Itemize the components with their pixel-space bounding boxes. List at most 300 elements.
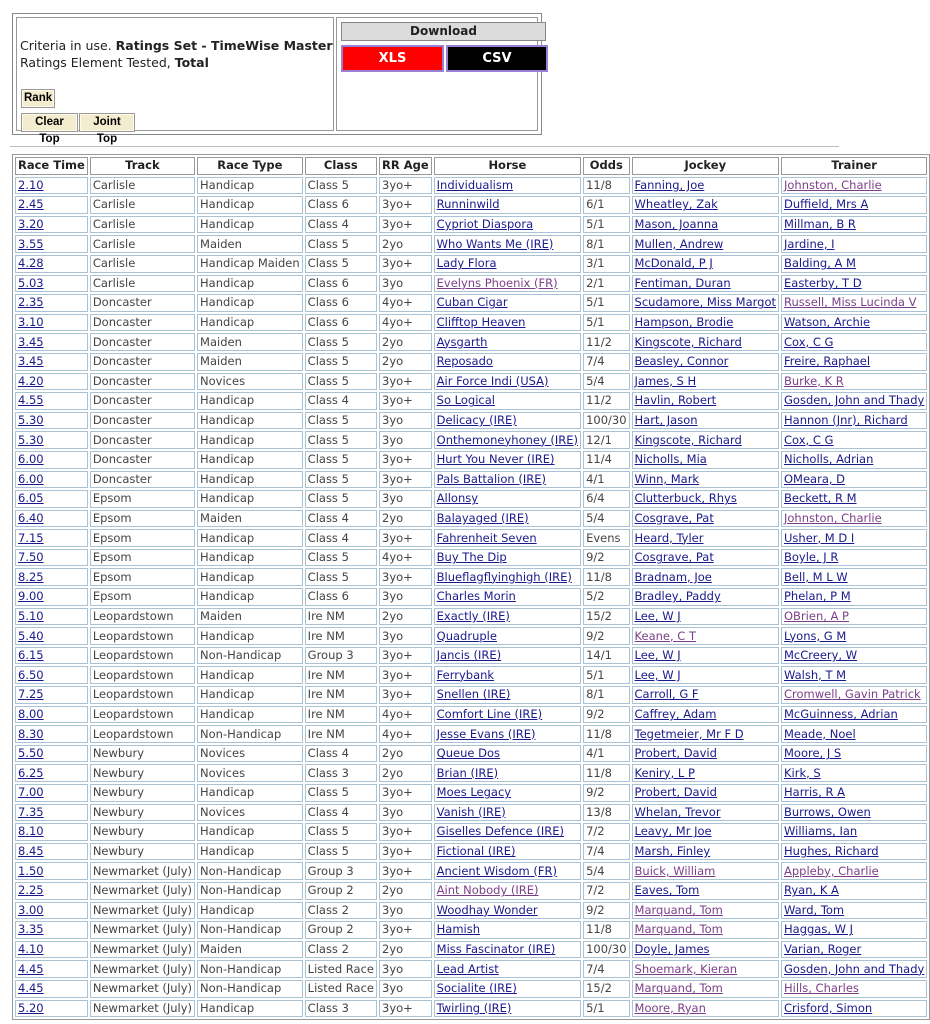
trainer-link[interactable]: Usher, M D I (784, 530, 855, 545)
table-row (15, 471, 927, 489)
column-header-trainer[interactable]: Trainer (781, 157, 927, 175)
cell-jockey (632, 333, 779, 351)
column-header-jockey[interactable]: Jockey (632, 157, 779, 175)
column-header-horse[interactable]: Horse (434, 157, 581, 175)
race-time-link[interactable]: 8.00 (18, 706, 44, 721)
horse-link[interactable]: Air Force Indi (USA) (436, 373, 549, 388)
cell-race-type: Non-Handicap (197, 647, 303, 665)
trainer-link[interactable]: Johnston, Charlie (784, 177, 882, 192)
trainer-link[interactable]: Crisford, Simon (784, 1000, 873, 1015)
horse-link[interactable]: Jancis (IRE) (436, 648, 502, 663)
trainer-link[interactable]: OBrien, A P (784, 608, 849, 623)
cell-race-type: Handicap (197, 451, 303, 469)
race-time-link[interactable]: 5.30 (18, 432, 44, 447)
cell-race-type: Handicap (197, 843, 303, 861)
horse-link[interactable]: Evelyns Phoenix (FR) (436, 275, 558, 290)
cell-class: Class 5 (305, 451, 377, 469)
cell-track: Doncaster (90, 294, 195, 312)
cell-horse (434, 921, 581, 939)
jockey-link[interactable]: Marsh, Finley (634, 844, 711, 859)
cell-track: Carlisle (90, 196, 195, 214)
horse-link[interactable]: Individualism (436, 177, 514, 192)
cell-trainer (781, 431, 927, 449)
horse-link[interactable]: Pals Battalion (IRE) (436, 471, 546, 486)
trainer-link[interactable]: Jardine, I (784, 236, 835, 251)
trainer-link[interactable]: Varian, Roger (784, 942, 862, 957)
trainer-link[interactable]: Freire, Raphael (784, 354, 871, 369)
cell-trainer (781, 490, 927, 508)
table-row (15, 412, 927, 430)
cell-jockey (632, 568, 779, 586)
race-time-link[interactable]: 2.25 (18, 883, 44, 898)
cell-race-time (15, 686, 88, 704)
cell-trainer (781, 764, 927, 782)
race-time-link[interactable]: 4.10 (18, 942, 44, 957)
trainer-link[interactable]: Balding, A M (784, 256, 856, 271)
cell-class: Ire NM (305, 627, 377, 645)
race-time-link[interactable]: 7.35 (18, 804, 44, 819)
trainer-link[interactable]: Millman, B R (784, 217, 856, 232)
trainer-link[interactable]: Johnston, Charlie (784, 510, 882, 525)
table-row (15, 568, 927, 586)
race-time-link[interactable]: 6.00 (18, 452, 44, 467)
horse-link[interactable]: Lady Flora (436, 256, 497, 271)
horse-link[interactable]: Socialite (IRE) (436, 981, 517, 996)
horse-link[interactable]: Runninwild (436, 197, 500, 212)
cell-odds: 7/2 (583, 882, 629, 900)
horse-link[interactable]: Allonsy (436, 491, 479, 506)
race-time-link[interactable]: 6.00 (18, 471, 44, 486)
column-header-track[interactable]: Track (90, 157, 195, 175)
trainer-link[interactable]: McCreery, W (784, 648, 858, 663)
cell-race-type: Handicap (197, 431, 303, 449)
trainer-link[interactable]: Lyons, G M (784, 628, 847, 643)
race-time-link[interactable]: 7.25 (18, 687, 44, 702)
table-row (15, 333, 927, 351)
jockey-link[interactable]: Mason, Joanna (634, 217, 719, 232)
race-time-link[interactable]: 4.45 (18, 981, 44, 996)
cell-rr-age: 2yo (379, 353, 432, 371)
cell-rr-age: 4yo+ (379, 314, 432, 332)
horse-link[interactable]: So Logical (436, 393, 495, 408)
cell-race-time (15, 1000, 88, 1018)
race-time-link[interactable]: 8.45 (18, 844, 44, 859)
cell-horse (434, 647, 581, 665)
race-time-link[interactable]: 7.00 (18, 785, 44, 800)
column-header-class[interactable]: Class (305, 157, 377, 175)
cell-race-time (15, 627, 88, 645)
race-time-link[interactable]: 2.45 (18, 197, 44, 212)
cell-rr-age: 3yo (379, 980, 432, 998)
cell-jockey (632, 275, 779, 293)
table-row (15, 745, 927, 763)
race-time-link[interactable]: 3.55 (18, 236, 44, 251)
jockey-link[interactable]: James, S H (634, 373, 697, 388)
trainer-link[interactable]: Nicholls, Adrian (784, 452, 874, 467)
cell-class: Class 5 (305, 490, 377, 508)
trainer-link[interactable]: Harris, R A (784, 785, 845, 800)
trainer-link[interactable]: Walsh, T M (784, 667, 847, 682)
download-box (336, 17, 538, 131)
race-time-link[interactable]: 6.15 (18, 648, 44, 663)
column-header-odds[interactable]: Odds (583, 157, 629, 175)
table-row (15, 177, 927, 195)
trainer-link[interactable]: Ryan, K A (784, 883, 839, 898)
cell-race-time (15, 823, 88, 841)
jockey-link[interactable]: McDonald, P J (634, 256, 713, 271)
cell-trainer (781, 804, 927, 822)
jockey-link[interactable]: Tegetmeier, Mr F D (634, 726, 744, 741)
cell-trainer (781, 843, 927, 861)
horse-link[interactable]: Woodhay Wonder (436, 902, 538, 917)
cell-track: Epsom (90, 490, 195, 508)
jockey-link[interactable]: Cosgrave, Pat (634, 510, 714, 525)
jockey-link[interactable]: Marquand, Tom (634, 902, 723, 917)
jockey-link[interactable]: Keane, C T (634, 628, 697, 643)
race-time-link[interactable]: 3.00 (18, 902, 44, 917)
cell-trainer (781, 196, 927, 214)
horse-link[interactable]: Fahrenheit Seven (436, 530, 537, 545)
horse-link[interactable]: Aint Nobody (IRE) (436, 883, 539, 898)
cell-race-type: Handicap (197, 1000, 303, 1018)
horse-link[interactable]: Vanish (IRE) (436, 804, 506, 819)
xls-download-button[interactable]: XLS (341, 45, 444, 72)
jockey-link[interactable]: Mullen, Andrew (634, 236, 724, 251)
table-row (15, 588, 927, 606)
column-header-race-time[interactable]: Race Time (15, 157, 88, 175)
race-time-link[interactable]: 6.50 (18, 667, 44, 682)
horse-link[interactable]: Cuban Cigar (436, 295, 508, 310)
cell-horse (434, 745, 581, 763)
cell-jockey (632, 706, 779, 724)
table-row (15, 862, 927, 880)
race-time-link[interactable]: 5.30 (18, 413, 44, 428)
race-time-link[interactable]: 7.15 (18, 530, 44, 545)
trainer-link[interactable]: Bell, M L W (784, 569, 848, 584)
trainer-link[interactable]: McGuinness, Adrian (784, 706, 898, 721)
trainer-link[interactable]: Duffield, Mrs A (784, 197, 869, 212)
jockey-link[interactable]: Keniry, L P (634, 765, 695, 780)
horse-link[interactable]: Ferrybank (436, 667, 495, 682)
table-row (15, 764, 927, 782)
horse-link[interactable]: Blueflagflyinghigh (IRE) (436, 569, 572, 584)
race-time-link[interactable]: 4.20 (18, 373, 44, 388)
column-header-race-type[interactable]: Race Type (197, 157, 303, 175)
horse-link[interactable]: Hamish (436, 922, 481, 937)
table-row (15, 373, 927, 391)
jockey-link[interactable]: Bradley, Paddy (634, 589, 721, 604)
cell-trainer (781, 1000, 927, 1018)
jockey-link[interactable]: Wheatley, Zak (634, 197, 718, 212)
horse-link[interactable]: Comfort Line (IRE) (436, 706, 543, 721)
trainer-link[interactable]: Watson, Archie (784, 315, 871, 330)
jockey-link[interactable]: Whelan, Trevor (634, 804, 721, 819)
cell-horse (434, 549, 581, 567)
horse-link[interactable]: Jesse Evans (IRE) (436, 726, 536, 741)
jockey-link[interactable]: Nicholls, Mia (634, 452, 707, 467)
trainer-link[interactable]: Cromwell, Gavin Patrick (784, 687, 921, 702)
cell-track: Doncaster (90, 412, 195, 430)
horse-link[interactable]: Brian (IRE) (436, 765, 499, 780)
table-row (15, 451, 927, 469)
jockey-link[interactable]: Kingscote, Richard (634, 334, 742, 349)
cell-rr-age: 3yo+ (379, 647, 432, 665)
jockey-link[interactable]: Fanning, Joe (634, 177, 705, 192)
race-time-link[interactable]: 5.10 (18, 608, 44, 623)
cell-class: Class 4 (305, 745, 377, 763)
race-time-link[interactable]: 2.35 (18, 295, 44, 310)
jockey-link[interactable]: Beasley, Connor (634, 354, 729, 369)
cell-trainer (781, 921, 927, 939)
horse-link[interactable]: Charles Morin (436, 589, 516, 604)
trainer-link[interactable]: Burrows, Owen (784, 804, 871, 819)
cell-odds: 7/2 (583, 823, 629, 841)
trainer-link[interactable]: Gosden, John and Thady (784, 961, 925, 976)
horse-link[interactable]: Exactly (IRE) (436, 608, 510, 623)
jockey-link[interactable]: Bradnam, Joe (634, 569, 712, 584)
trainer-link[interactable]: Haggas, W J (784, 922, 854, 937)
cell-class: Group 2 (305, 921, 377, 939)
cell-trainer (781, 529, 927, 547)
trainer-link[interactable]: Gosden, John and Thady (784, 393, 925, 408)
cell-trainer (781, 706, 927, 724)
race-time-link[interactable]: 5.50 (18, 746, 44, 761)
table-row (15, 666, 927, 684)
horse-link[interactable]: Reposado (436, 354, 493, 369)
cell-jockey (632, 255, 779, 273)
cell-rr-age: 3yo+ (379, 666, 432, 684)
horse-link[interactable]: Aysgarth (436, 334, 488, 349)
race-time-link[interactable]: 5.40 (18, 628, 44, 643)
cell-jockey (632, 627, 779, 645)
jockey-link[interactable]: Hampson, Brodie (634, 315, 734, 330)
cell-race-type: Handicap (197, 549, 303, 567)
cell-trainer (781, 627, 927, 645)
horse-link[interactable]: Twirling (IRE) (436, 1000, 512, 1015)
race-time-link[interactable]: 4.28 (18, 256, 44, 271)
cell-jockey (632, 529, 779, 547)
jockey-link[interactable]: Leavy, Mr Joe (634, 824, 712, 839)
cell-track: Doncaster (90, 431, 195, 449)
race-time-link[interactable]: 4.55 (18, 393, 44, 408)
cell-odds: 15/2 (583, 980, 629, 998)
jockey-link[interactable]: Buick, William (634, 863, 716, 878)
table-row (15, 823, 927, 841)
cell-horse (434, 294, 581, 312)
cell-odds: 11/8 (583, 921, 629, 939)
race-time-link[interactable]: 3.20 (18, 217, 44, 232)
jockey-link[interactable]: Probert, David (634, 785, 717, 800)
csv-download-button[interactable]: CSV (446, 45, 548, 72)
horse-link[interactable]: Who Wants Me (IRE) (436, 236, 554, 251)
cell-race-type: Maiden (197, 353, 303, 371)
jockey-link[interactable]: Cosgrave, Pat (634, 550, 714, 565)
jockey-link[interactable]: Havlin, Robert (634, 393, 717, 408)
cell-race-time (15, 588, 88, 606)
race-time-link[interactable]: 6.40 (18, 510, 44, 525)
trainer-link[interactable]: Cox, C G (784, 432, 834, 447)
clear-top-button[interactable]: Clear Top (21, 113, 78, 132)
trainer-link[interactable]: Beckett, R M (784, 491, 857, 506)
jockey-link[interactable]: Scudamore, Miss Margot (634, 295, 776, 310)
jockey-link[interactable]: Kingscote, Richard (634, 432, 742, 447)
jockey-link[interactable]: Eaves, Tom (634, 883, 700, 898)
horse-link[interactable]: Giselles Defence (IRE) (436, 824, 564, 839)
cell-race-type: Handicap (197, 529, 303, 547)
table-row (15, 843, 927, 861)
trainer-link[interactable]: Russell, Miss Lucinda V (784, 295, 917, 310)
horse-link[interactable]: Moes Legacy (436, 785, 512, 800)
cell-odds: 100/30 (583, 412, 629, 430)
cell-odds: 3/1 (583, 255, 629, 273)
jockey-link[interactable]: Moore, Ryan (634, 1000, 706, 1015)
cell-trainer (781, 745, 927, 763)
cell-class: Class 4 (305, 510, 377, 528)
horse-link[interactable]: Ancient Wisdom (FR) (436, 863, 557, 878)
jockey-link[interactable]: Marquand, Tom (634, 981, 723, 996)
race-time-link[interactable]: 6.25 (18, 765, 44, 780)
cell-track: Epsom (90, 568, 195, 586)
horse-link[interactable]: Onthemoneyhoney (IRE) (436, 432, 579, 447)
cell-horse (434, 725, 581, 743)
cell-odds: 9/2 (583, 784, 629, 802)
jockey-link[interactable]: Lee, W J (634, 608, 681, 623)
horse-link[interactable]: Queue Dos (436, 746, 500, 761)
horse-link[interactable]: Miss Fascinator (IRE) (436, 942, 556, 957)
trainer-link[interactable]: Boyle, J R (784, 550, 839, 565)
trainer-link[interactable]: Williams, Ian (784, 824, 858, 839)
cell-horse (434, 960, 581, 978)
jockey-link[interactable]: Clutterbuck, Rhys (634, 491, 737, 506)
cell-rr-age: 3yo+ (379, 1000, 432, 1018)
horse-link[interactable]: Quadruple (436, 628, 497, 643)
jockey-link[interactable]: Hart, Jason (634, 413, 698, 428)
jockey-link[interactable]: Carroll, G F (634, 687, 699, 702)
horse-link[interactable]: Balayaged (IRE) (436, 510, 529, 525)
race-time-link[interactable]: 6.05 (18, 491, 44, 506)
race-time-link[interactable]: 8.25 (18, 569, 44, 584)
rank-button[interactable]: Rank (21, 89, 55, 108)
horse-link[interactable]: Cypriot Diaspora (436, 217, 534, 232)
horse-link[interactable]: Delicacy (IRE) (436, 413, 517, 428)
trainer-link[interactable]: Meade, Noel (784, 726, 856, 741)
cell-odds: 11/8 (583, 568, 629, 586)
cell-odds: 5/4 (583, 373, 629, 391)
trainer-link[interactable]: Cox, C G (784, 334, 834, 349)
column-header-rr-age[interactable]: RR Age (379, 157, 432, 175)
joint-top-button[interactable]: Joint Top (79, 113, 135, 132)
cell-odds: 5/1 (583, 1000, 629, 1018)
jockey-link[interactable]: Doyle, James (634, 942, 710, 957)
jockey-link[interactable]: Winn, Mark (634, 471, 700, 486)
cell-trainer (781, 823, 927, 841)
race-time-link[interactable]: 8.10 (18, 824, 44, 839)
race-time-link[interactable]: 2.10 (18, 177, 44, 192)
trainer-link[interactable]: Phelan, P M (784, 589, 851, 604)
race-time-link[interactable]: 3.45 (18, 354, 44, 369)
trainer-link[interactable]: Moore, J S (784, 746, 842, 761)
cell-odds: 5/4 (583, 862, 629, 880)
cell-rr-age: 2yo (379, 764, 432, 782)
cell-horse (434, 980, 581, 998)
jockey-link[interactable]: Caffrey, Adam (634, 706, 717, 721)
trainer-link[interactable]: Appleby, Charlie (784, 863, 879, 878)
cell-trainer (781, 216, 927, 234)
trainer-link[interactable]: OMeara, D (784, 471, 846, 486)
race-time-link[interactable]: 3.10 (18, 315, 44, 330)
cell-odds: 8/1 (583, 235, 629, 253)
cell-horse (434, 902, 581, 920)
cell-track: Newmarket (July) (90, 902, 195, 920)
cell-horse (434, 412, 581, 430)
cell-race-time (15, 666, 88, 684)
cell-jockey (632, 353, 779, 371)
cell-class: Class 5 (305, 843, 377, 861)
trainer-link[interactable]: Kirk, S (784, 765, 821, 780)
race-time-link[interactable]: 3.35 (18, 922, 44, 937)
cell-rr-age: 3yo+ (379, 451, 432, 469)
cell-rr-age: 3yo (379, 490, 432, 508)
horse-link[interactable]: Clifftop Heaven (436, 315, 526, 330)
horse-link[interactable]: Buy The Dip (436, 550, 507, 565)
cell-trainer (781, 177, 927, 195)
cell-odds: 7/4 (583, 960, 629, 978)
cell-horse (434, 862, 581, 880)
trainer-link[interactable]: Hills, Charles (784, 981, 859, 996)
horse-link[interactable]: Snellen (IRE) (436, 687, 511, 702)
races-table (12, 154, 930, 1020)
jockey-link[interactable]: Shoemark, Kieran (634, 961, 738, 976)
cell-race-type: Handicap (197, 627, 303, 645)
trainer-link[interactable]: Hannon (Jnr), Richard (784, 413, 908, 428)
race-time-link[interactable]: 3.45 (18, 334, 44, 349)
cell-trainer (781, 392, 927, 410)
cell-rr-age: 3yo+ (379, 843, 432, 861)
trainer-link[interactable]: Burke, K R (784, 373, 844, 388)
race-time-link[interactable]: 8.30 (18, 726, 44, 741)
trainer-link[interactable]: Hughes, Richard (784, 844, 879, 859)
element-prefix: Ratings Element Tested, (20, 55, 171, 70)
race-time-link[interactable]: 9.00 (18, 589, 44, 604)
trainer-link[interactable]: Ward, Tom (784, 902, 845, 917)
horse-link[interactable]: Lead Artist (436, 961, 499, 976)
jockey-link[interactable]: Marquand, Tom (634, 922, 723, 937)
race-time-link[interactable]: 7.50 (18, 550, 44, 565)
race-time-link[interactable]: 1.50 (18, 863, 44, 878)
cell-class: Class 4 (305, 529, 377, 547)
table-row (15, 294, 927, 312)
cell-class: Class 5 (305, 333, 377, 351)
race-time-link[interactable]: 5.03 (18, 275, 44, 290)
cell-track: Doncaster (90, 333, 195, 351)
cell-trainer (781, 568, 927, 586)
jockey-link[interactable]: Fentiman, Duran (634, 275, 731, 290)
cell-odds: 9/2 (583, 627, 629, 645)
cell-odds: 9/2 (583, 706, 629, 724)
cell-race-time (15, 921, 88, 939)
race-time-link[interactable]: 5.20 (18, 1000, 44, 1015)
trainer-link[interactable]: Easterby, T D (784, 275, 862, 290)
race-time-link[interactable]: 4.45 (18, 961, 44, 976)
cell-race-type: Non-Handicap (197, 960, 303, 978)
jockey-link[interactable]: Lee, W J (634, 648, 681, 663)
horse-link[interactable]: Fictional (IRE) (436, 844, 516, 859)
jockey-link[interactable]: Probert, David (634, 746, 717, 761)
jockey-link[interactable]: Heard, Tyler (634, 530, 704, 545)
jockey-link[interactable]: Lee, W J (634, 667, 681, 682)
horse-link[interactable]: Hurt You Never (IRE) (436, 452, 555, 467)
cell-race-time (15, 412, 88, 430)
